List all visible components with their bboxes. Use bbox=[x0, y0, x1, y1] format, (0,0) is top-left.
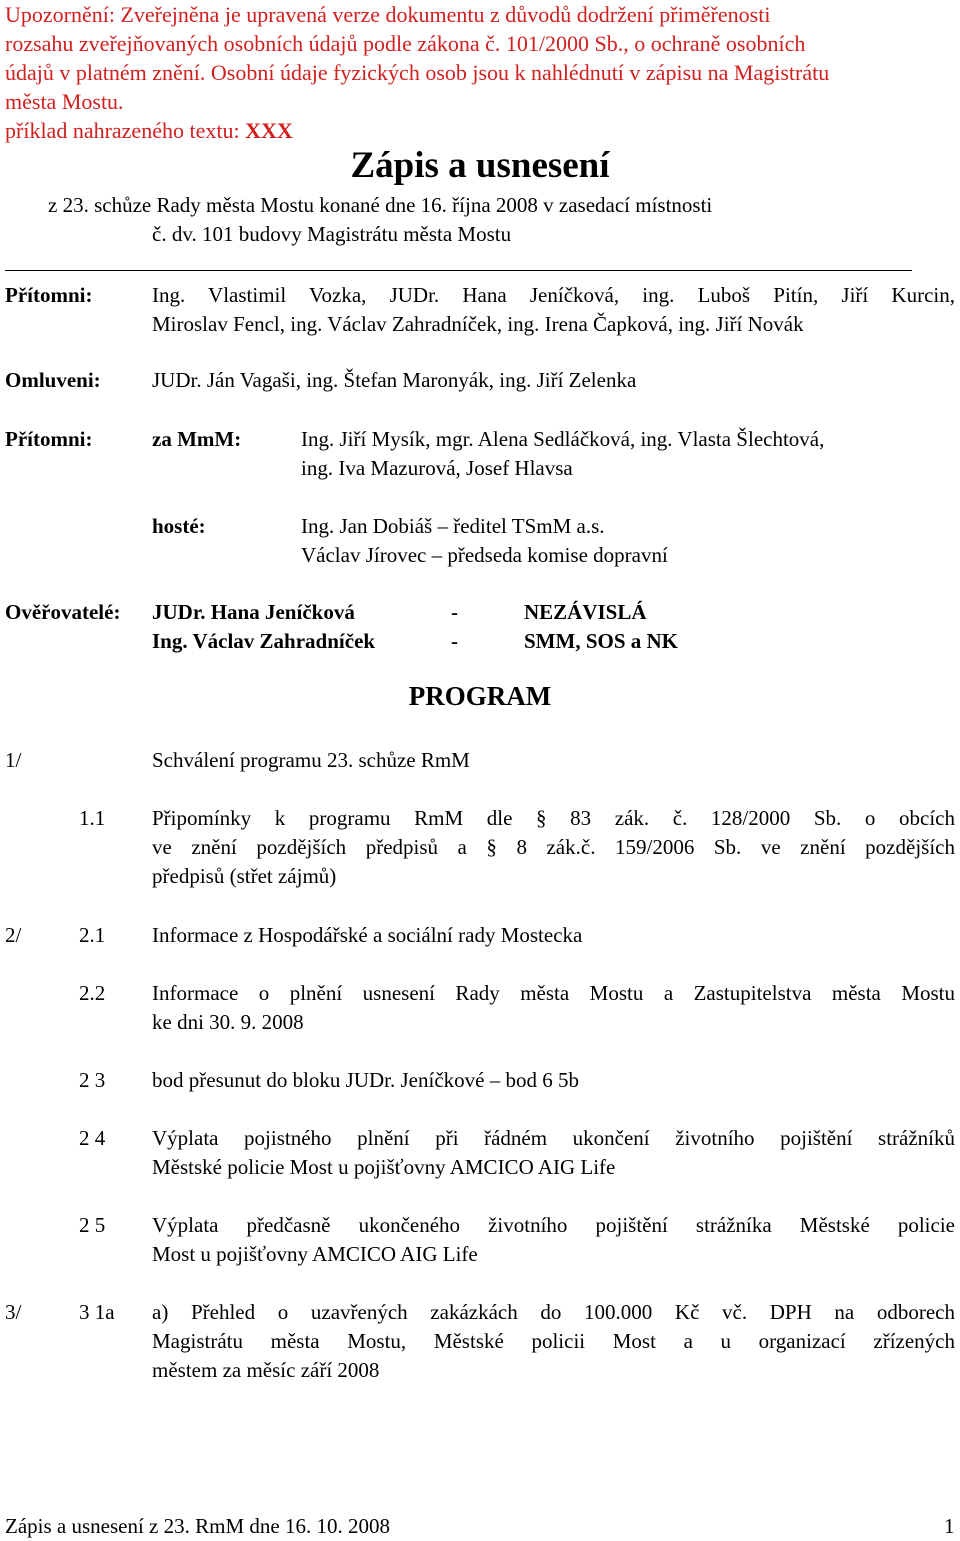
notice-xxx: XXX bbox=[245, 118, 293, 143]
program-subitem-text: Informace o plnění usnesení Rady města Mostu a Zastupitelstva města Mostu ke dni 30. 9. 2008 bbox=[152, 981, 955, 1034]
program-subitem-number: 2.1 bbox=[79, 923, 106, 947]
guests-label: hosté: bbox=[152, 514, 206, 538]
notice-line: údajů v platném znění. Osobní údaje fyzických osob jsou k nahlédnutí v zápisu na Magistrátu bbox=[5, 60, 830, 85]
mmm-line-1: Ing. Jiří Mysík, mgr. Alena Sedláčková, ing. Vlasta Šlechtová, bbox=[301, 427, 825, 451]
header-divider bbox=[5, 270, 912, 271]
program-subitem-text: Výplata předčasně ukončeného životního pojištění strážníka Městské policie Most u pojišťovny AMCICO AIG Life bbox=[152, 1213, 955, 1266]
program-item-number: 1/ bbox=[5, 748, 22, 772]
verifier-name: Ing. Václav Zahradníček bbox=[152, 629, 376, 653]
program-item-number: 3/ bbox=[5, 1300, 22, 1324]
notice-line: Upozornění: Zveřejněna je upravená verze dokumentu z důvodů dodržení přiměřenosti bbox=[5, 2, 771, 27]
program-subitem-number: 2 3 bbox=[79, 1068, 106, 1092]
mmm-line-2: ing. Iva Mazurová, Josef Hlavsa bbox=[301, 456, 573, 480]
mmm-label: za MmM: bbox=[152, 427, 242, 451]
verifier-group: NEZÁVISLÁ bbox=[524, 600, 647, 624]
verifier-name: JUDr. Hana Jeníčková bbox=[152, 600, 355, 624]
program-subitem-text: Výplata pojistného plnění při řádném ukončení životního pojištění strážníků Městské policie Most u pojišťovny AMCICO AIG Life bbox=[152, 1126, 955, 1179]
program-subitem-number: 3 1a bbox=[79, 1300, 115, 1324]
subtitle-line-2: č. dv. 101 budovy Magistrátu města Mostu bbox=[152, 222, 512, 246]
guests-line-2: Václav Jírovec – předseda komise dopravní bbox=[301, 543, 668, 567]
program-subitem-text: Informace z Hospodářské a sociální rady Mostecka bbox=[152, 923, 583, 947]
present2-label: Přítomni: bbox=[5, 427, 93, 451]
notice-example: příklad nahrazeného textu: XXX bbox=[5, 118, 293, 143]
program-subitem-number: 1.1 bbox=[79, 806, 106, 830]
verifiers-label: Ověřovatelé: bbox=[5, 600, 121, 624]
program-subitem-text: bod přesunut do bloku JUDr. Jeníčkové – bod 6 5b bbox=[152, 1068, 579, 1092]
guests-line-1: Ing. Jan Dobiáš – ředitel TSmM a.s. bbox=[301, 514, 605, 538]
excused-label: Omluveni: bbox=[5, 368, 101, 392]
document-title: Zápis a usnesení bbox=[350, 145, 610, 186]
verifier-dash: - bbox=[451, 600, 458, 624]
present-label: Přítomni: bbox=[5, 283, 93, 307]
present-line-1: Ing. Vlastimil Vozka, JUDr. Hana Jeníčková, ing. Luboš Pitín, Jiří Kurcin, bbox=[152, 283, 955, 307]
footer-text: Zápis a usnesení z 23. RmM dne 16. 10. 2008 bbox=[5, 1514, 390, 1538]
program-subitem-text: a) Přehled o uzavřených zakázkách do 100.000 Kč vč. DPH na odborech Magistrátu města Mostu, Městské policii Most a u organizací zřízených městem za měsíc září 2008 bbox=[152, 1300, 955, 1382]
program-subitem-number: 2 5 bbox=[79, 1213, 106, 1237]
page-number: 1 bbox=[944, 1514, 955, 1538]
program-item-number: 2/ bbox=[5, 923, 22, 947]
notice-line: rozsahu zveřejňovaných osobních údajů podle zákona č. 101/2000 Sb., o ochraně osobních bbox=[5, 31, 806, 56]
present-list bbox=[152, 281, 955, 339]
program-subitem-number: 2.2 bbox=[79, 981, 106, 1005]
verifier-dash: - bbox=[451, 629, 458, 653]
program-heading: PROGRAM bbox=[408, 681, 552, 711]
program-subitem-text: Připomínky k programu RmM dle § 83 zák. č. 128/2000 Sb. o obcích ve znění pozdějších předpisů a § 8 zák.č. 159/2006 Sb. ve znění pozdějších předpisů (střet zájmů) bbox=[152, 806, 955, 888]
notice-line: města Mostu. bbox=[5, 89, 124, 114]
program-subitem-number: 2 4 bbox=[79, 1126, 106, 1150]
excused-list: JUDr. Ján Vagaši, ing. Štefan Maronyák, ing. Jiří Zelenka bbox=[152, 368, 637, 392]
program-item-text: Schválení programu 23. schůze RmM bbox=[152, 748, 470, 772]
verifier-group: SMM, SOS a NK bbox=[524, 629, 679, 653]
redaction-notice bbox=[5, 0, 955, 145]
subtitle-line-1: z 23. schůze Rady města Mostu konané dne 16. října 2008 v zasedací místnosti bbox=[48, 193, 713, 217]
present-line-2: Miroslav Fencl, ing. Václav Zahradníček, ing. Irena Čapková, ing. Jiří Novák bbox=[152, 312, 804, 336]
